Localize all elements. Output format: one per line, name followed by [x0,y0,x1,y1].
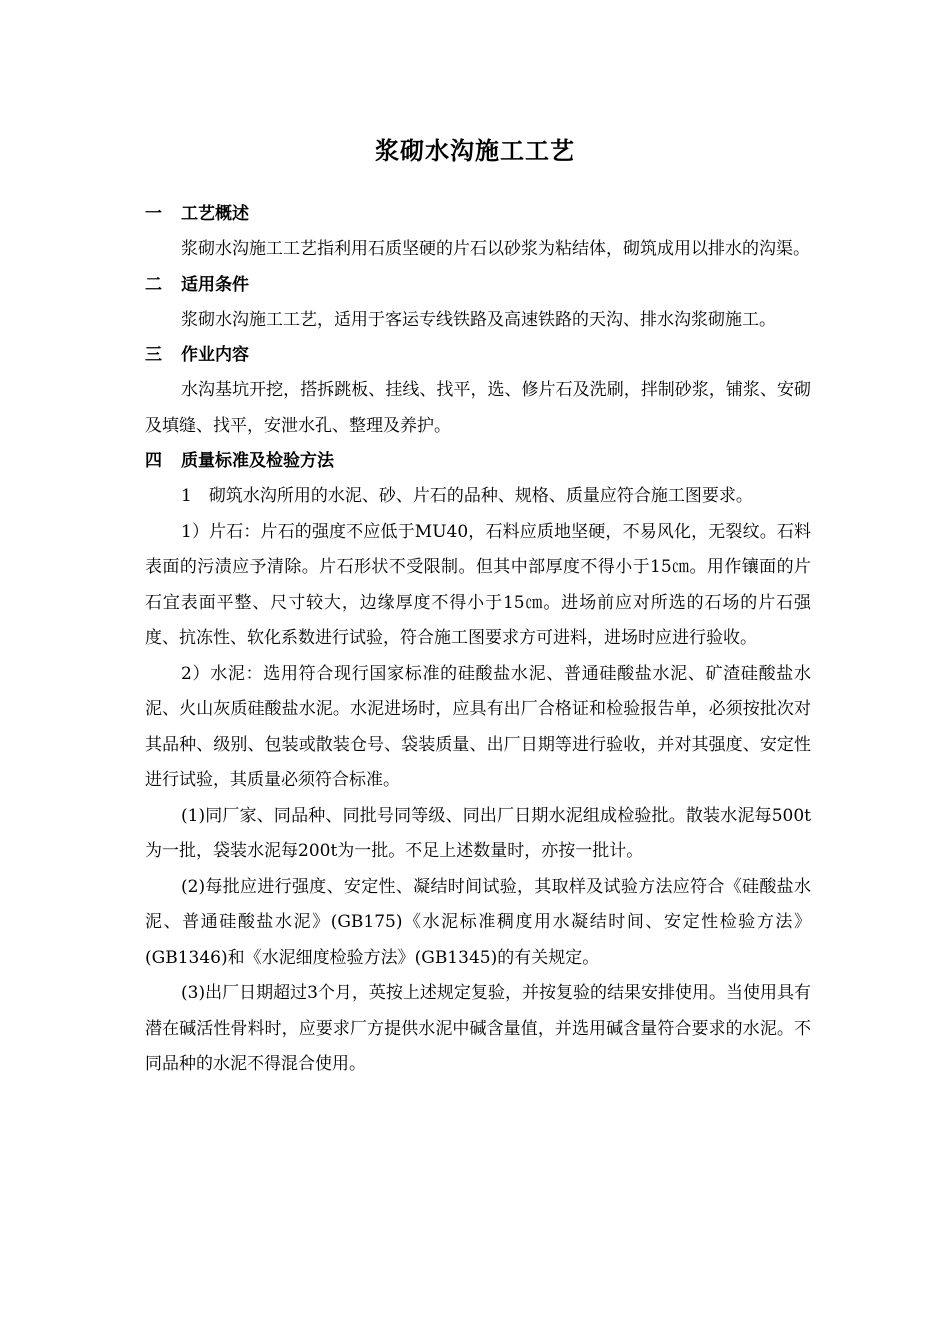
paragraph: (2)每批应进行强度、安定性、凝结时间试验，其取样及试验方法应符合《硅酸盐水泥、普通硅酸盐水泥》(GB175)《水泥标准稠度用水凝结时间、安定性检验方法》(GB1346)和《水泥细度检验方法》(GB1345)的有关规定。 [145,876,811,968]
section-heading-2 [145,268,811,303]
paragraph: 1 砌筑水沟所用的水泥、砂、片石的品种、规格、质量应符合施工图要求。 [181,486,753,506]
section-heading-3 [145,338,811,373]
section-title: 质量标准及检验方法 [181,451,334,471]
section-number: 二 [145,274,162,295]
paragraph: (1)同厂家、同品种、同批号同等级、同出厂日期水泥组成检验批。散装水泥每500t为一批，袋装水泥每200t为一批。不足上述数量时，亦按一批计。 [145,805,811,861]
document-body [145,197,811,1083]
paragraph: 浆砌水沟施工工艺，适用于客运专线铁路及高速铁路的天沟、排水沟浆砌施工。 [181,309,776,330]
section-heading-4 [145,444,811,479]
paragraph: 水沟基坑开挖，搭拆跳板、挂线、找平，选、修片石及洗刷，拌制砂浆，铺浆、安砌及填缝、找平，安泄水孔、整理及养护。 [145,380,811,436]
section-heading-1 [145,197,811,232]
page-title: 浆砌水沟施工工艺 [375,137,575,165]
section-title: 适用条件 [181,274,249,295]
section-number: 一 [145,204,162,224]
paragraph: 1）片石：片石的强度不应低于MU40，石料应质地坚硬，不易风化，无裂纹。石料表面的污渍应予清除。片石形状不受限制。但其中部厚度不得小于15㎝。用作镶面的片石宜表面平整、尺寸较大，边缘厚度不得小于15㎝。进场前应对所选的石场的片石强度、抗冻性、软化系数进行试验，符合施工图要求方可进料，进场时应进行验收。 [145,521,811,648]
section-title: 工艺概述 [181,204,249,224]
paragraph: (3)出厂日期超过3个月，英按上述规定复验，并按复验的结果安排使用。当使用具有潜在碱活性骨料时，应要求厂方提供水泥中碱含量值，并选用碱含量符合要求的水泥。不同品种的水泥不得混合使用。 [145,983,811,1074]
paragraph: 2）水泥：选用符合现行国家标准的硅酸盐水泥、普通硅酸盐水泥、矿渣硅酸盐水泥、火山灰质硅酸盐水泥。水泥进场时，应具有出厂合格证和检验报告单，必须按批次对其品种、级别、包装或散装仓号、袋装质量、出厂日期等进行验收，并对其强度、安定性进行试验，其质量必须符合标准。 [145,663,811,790]
section-number: 四 [145,451,162,471]
section-number: 三 [145,345,162,365]
paragraph: 浆砌水沟施工工艺指利用石质坚硬的片石以砂浆为粘结体，砌筑成用以排水的沟渠。 [181,239,810,259]
section-title: 作业内容 [181,345,249,365]
